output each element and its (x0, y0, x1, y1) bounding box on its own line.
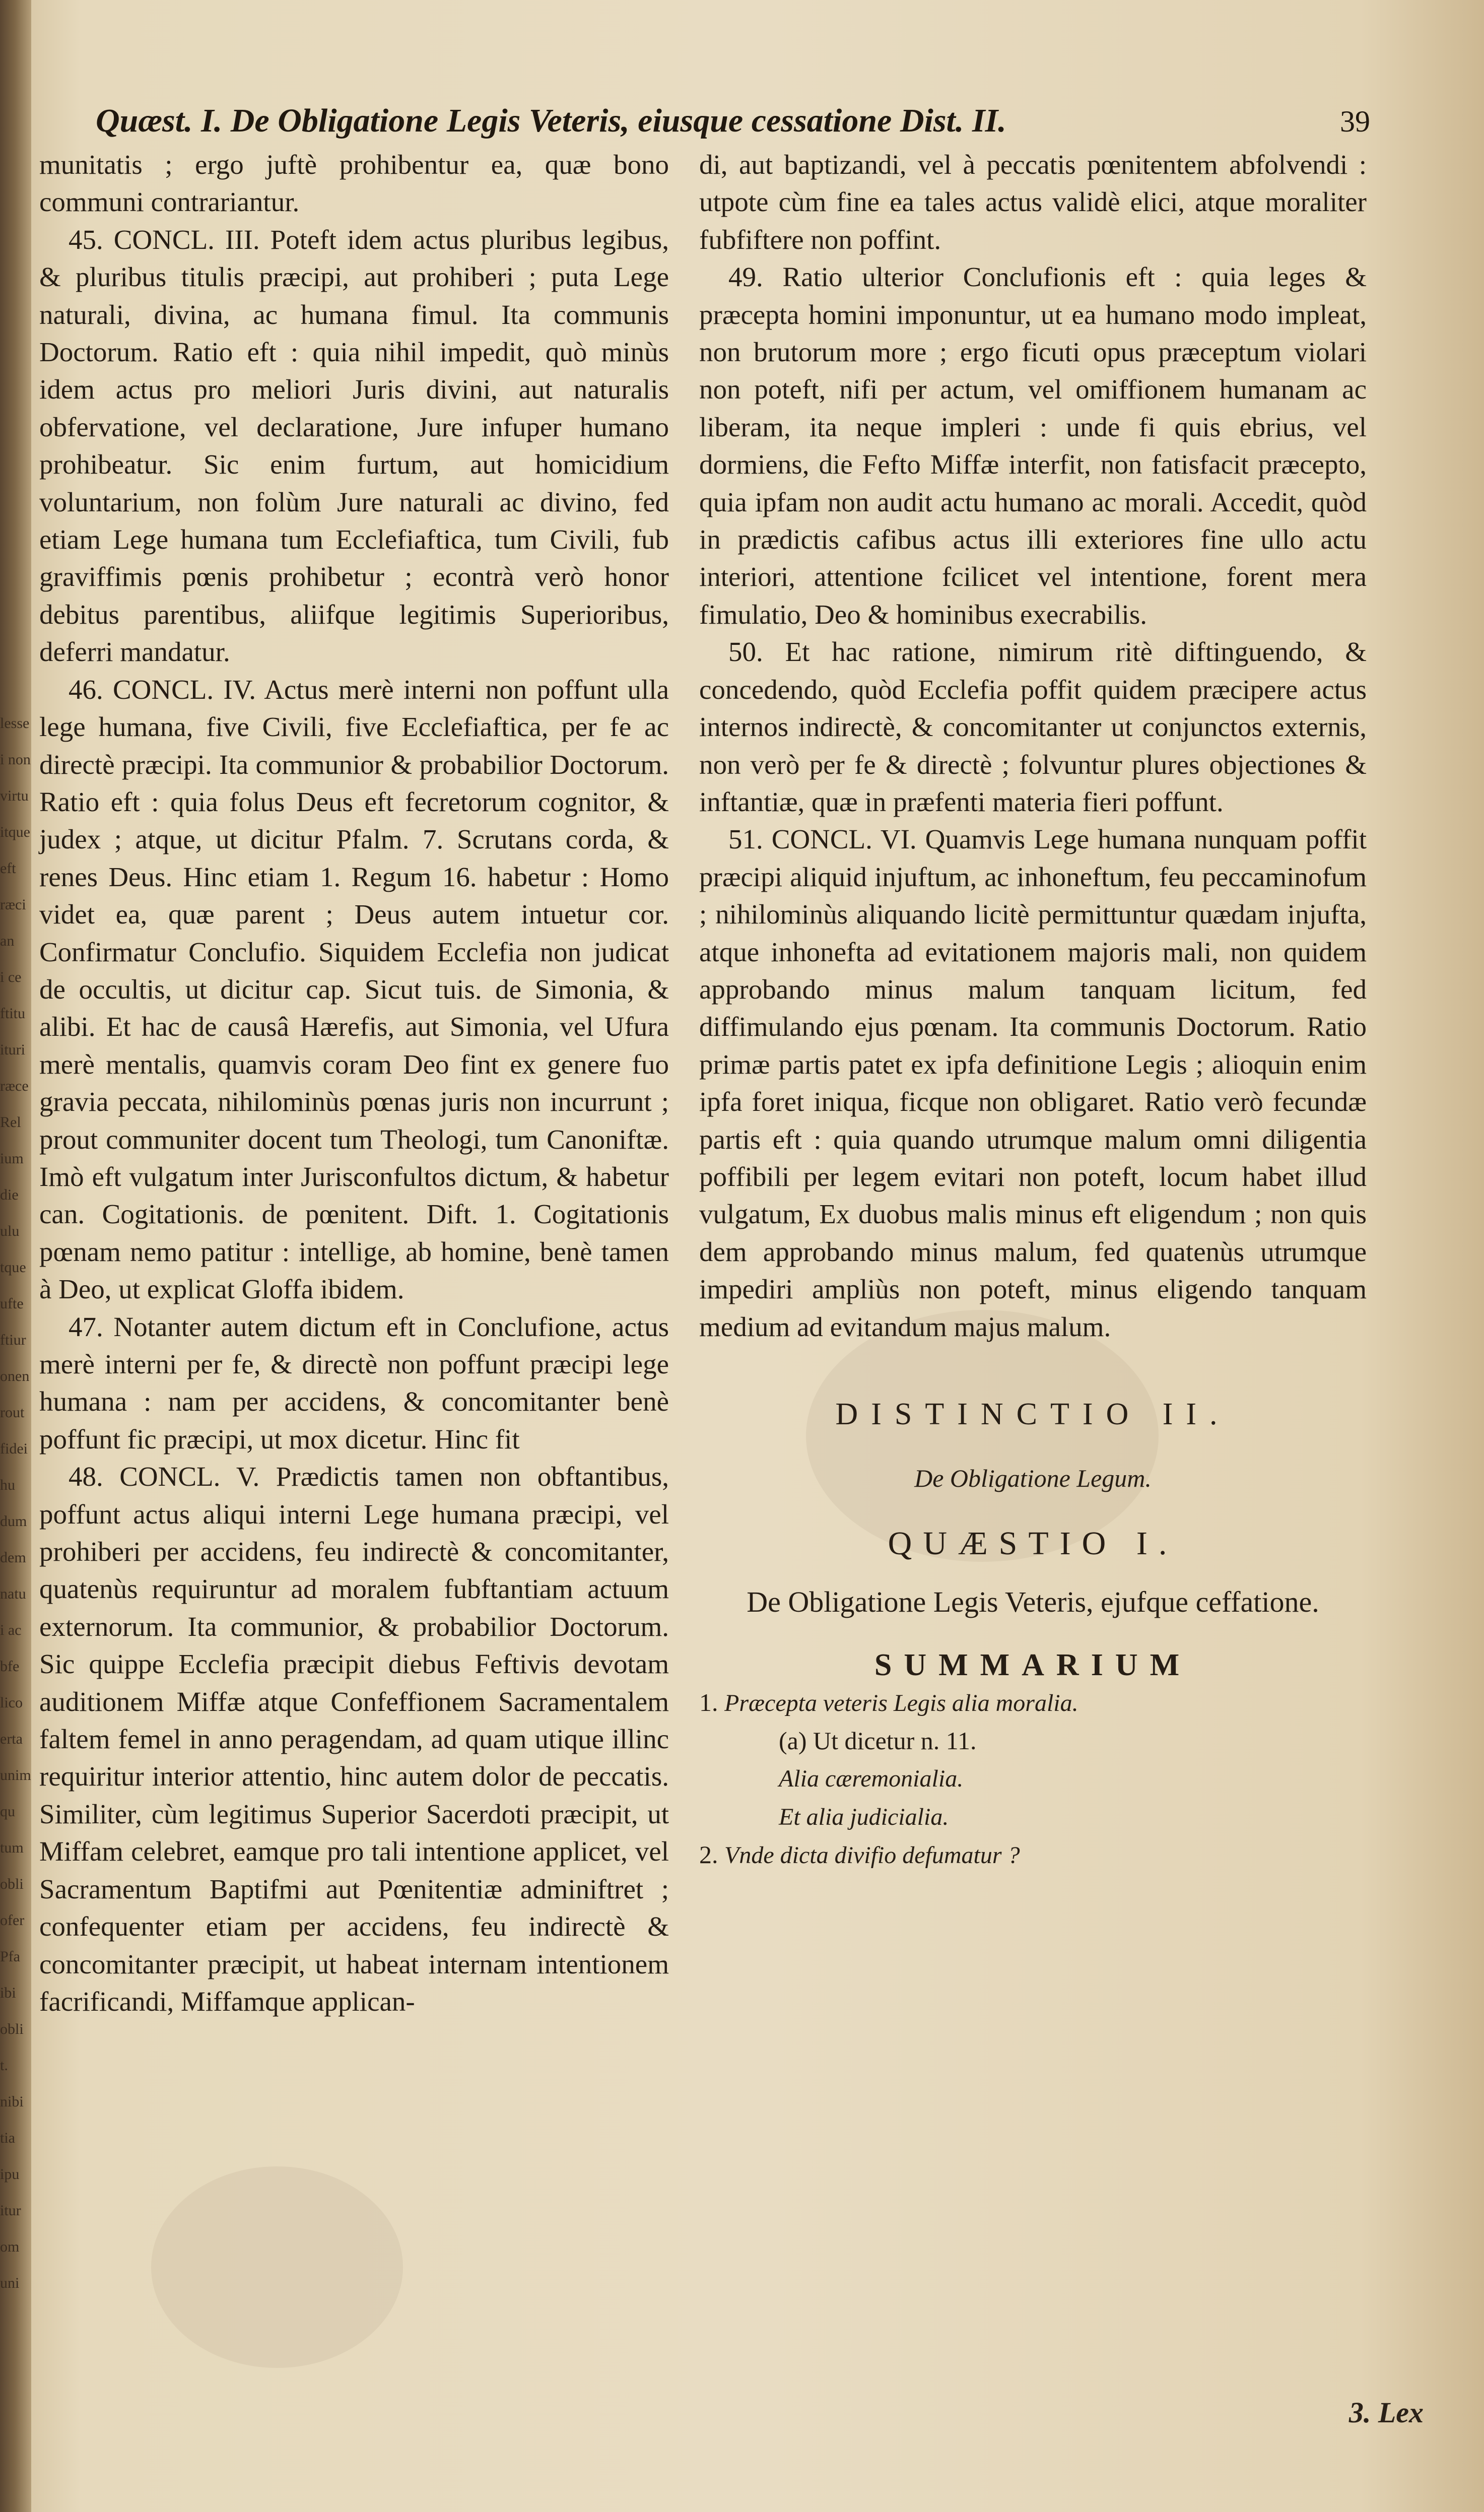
margin-fragment: ftitu (0, 1005, 25, 1022)
margin-fragment: die (0, 1186, 19, 1203)
paragraph-number: 47. (69, 1311, 114, 1342)
summarium-heading: SUMMARIUM (874, 1647, 1192, 1682)
summary-number: 2. (699, 1840, 724, 1869)
right-text-column (699, 146, 1367, 1874)
summary-text: (a) Ut dicetur n. 11. (779, 1727, 977, 1755)
margin-fragment: obli (0, 1876, 24, 1892)
summary-line (699, 1836, 1367, 1874)
margin-fragment: erta (0, 1731, 23, 1747)
right-paragraphs (699, 146, 1367, 1346)
margin-fragment: ftiur (0, 1332, 26, 1348)
margin-fragment: nibi (0, 2093, 24, 2110)
margin-fragment: rout (0, 1404, 25, 1421)
margin-fragment: ium (0, 1150, 24, 1167)
paragraph (39, 1308, 669, 1459)
distinctio-heading: DISTINCTIO II. (835, 1397, 1231, 1431)
quaestio-heading: QUÆSTIO I. (888, 1525, 1178, 1562)
paragraph (699, 633, 1367, 821)
margin-fragment: uni (0, 2275, 20, 2291)
margin-fragment: tia (0, 2130, 15, 2146)
paragraph (39, 671, 669, 1308)
summary-text: Præcepta veteris Legis alia moralia. (724, 1690, 1078, 1717)
paragraph-number: 50. (728, 636, 785, 668)
paragraph-text: CONCL. III. Poteft idem actus pluribus legibus, & pluribus titulis præcipi, aut prohiberi ; puta Lege naturali, divina, ac humana fimul. Ita communis Doctorum. Ratio eft : quia nihil impedit, quò minùs idem actus pro meliori Juris divini, aut naturalis obfervatione, vel declaratione, Jure infuper humano prohibeatur. Sic enim furtum, aut homicidium voluntarium, non folùm Jure naturali ac divino, fed etiam Lege humana tum Ecclefiaftica, tum Civili, fub graviffimis pœnis prohibetur ; econtrà verò honor debitus parentibus, aliifque legitimis Superioribus, deferri mandatur. (39, 224, 669, 668)
paragraph-number: 48. (69, 1461, 120, 1492)
margin-fragment: itque (0, 824, 30, 840)
margin-fragment: ufte (0, 1295, 24, 1312)
paragraph-text: munitatis ; ergo juftè prohibentur ea, quæ bono communi contrariantur. (39, 149, 669, 218)
margin-fragment: virtu (0, 787, 29, 804)
margin-fragment: fidei (0, 1440, 28, 1457)
previous-page-margin-fragments (0, 705, 31, 2301)
distinctio-subtitle: De Obligatione Legum. (914, 1464, 1152, 1492)
paragraph (39, 1458, 669, 2020)
margin-fragment: ulu (0, 1223, 20, 1239)
summary-line (699, 1722, 1367, 1759)
catchword: 3. Lex (1348, 2396, 1424, 2429)
margin-fragment: om (0, 2238, 20, 2255)
margin-fragment: bfe (0, 1658, 20, 1675)
summary-number: 1. (699, 1688, 724, 1717)
margin-fragment: ræci (0, 896, 26, 913)
margin-fragment: ipu (0, 2166, 20, 2183)
margin-fragment: unim (0, 1767, 31, 1783)
paragraph-text: di, aut baptizandi, vel à peccatis pœnitentem abfolvendi : utpote cùm fine ea tales actus validè elici, atque moraliter fubfiftere non poffint. (699, 149, 1367, 255)
margin-fragment: lesse (0, 715, 30, 732)
left-text-column (39, 146, 669, 2020)
paragraph-number: 45. (69, 224, 114, 255)
margin-fragment: obli (0, 2021, 24, 2037)
margin-fragment: lico (0, 1694, 23, 1711)
margin-fragment: Rel (0, 1114, 21, 1131)
paragraph (39, 221, 669, 671)
summary-text: Et alia judicialia. (779, 1804, 949, 1831)
margin-fragment: ibi (0, 1985, 16, 2001)
margin-fragment: ræce (0, 1078, 29, 1094)
summary-line (699, 1798, 1367, 1836)
margin-fragment: itur (0, 2202, 21, 2219)
margin-fragment: onen (0, 1368, 30, 1384)
summary-list (699, 1684, 1367, 1874)
margin-fragment: qu (0, 1803, 15, 1820)
margin-fragment: i ac (0, 1622, 22, 1638)
summary-line (699, 1684, 1367, 1722)
paragraph-number: 49. (728, 261, 783, 293)
summary-text: Vnde dicta divifio defumatur ? (724, 1842, 1020, 1869)
paragraph-text: CONCL. V. Prædictis tamen non obftantibus, poffunt actus aliqui interni Lege humana præcipi, vel prohiberi per accidens, feu indirectè & concomitanter, quatenùs requiruntur ad moralem fubftantiam actuum externorum. Ita communior, & probabilior Doctorum. Sic quippe Ecclefia præcipit diebus Feftivis devotam auditionem Miffæ atque Confeffionem Sacramentalem faltem femel in anno peragendam, ad quam utique illinc requiritur interior attentio, hinc autem dolor de peccatis. Similiter, cùm legitimus Superior Sacerdoti præcipit, ut Miffam celebret, eamque pro tali intentione applicet, vel Sacramentum Baptifmi aut Pœnitentiæ adminiftret ; confequenter etiam per accidens, feu indirectè & concomitanter præcipit, ut habeat internam intentionem facrificandi, Miffamque applican- (39, 1461, 669, 2017)
paragraph (699, 146, 1367, 258)
summary-line (699, 1759, 1367, 1798)
margin-fragment: natu (0, 1585, 26, 1602)
paragraph-number: 51. (728, 824, 772, 855)
margin-fragment: t. (0, 2057, 8, 2074)
summary-text: Alia cæremonialia. (779, 1765, 964, 1793)
page-number: 39 (1340, 105, 1370, 138)
margin-fragment: Pfa (0, 1948, 20, 1965)
margin-fragment: hu (0, 1477, 15, 1493)
running-title: Quæst. I. De Obligatione Legis Veteris, eiusque cessatione Dist. II. (96, 102, 1006, 139)
paragraph-text: Ratio ulterior Conclufionis eft : quia leges & præcepta homini imponuntur, ut ea humano modo impleat, non brutorum more ; ergo ficuti opus præceptum violari non poteft, nifi per actum, vel omiffionem humanam ac liberam, ita neque impleri : unde fi quis ebrius, vel dormiens, die Fefto Miffæ interfit, non fatisfacit præcepto, quia ipfam non audit actu humano ac morali. Accedit, quòd in prædictis cafibus actus illi exteriores fine ullo actu interiori, attentione fcilicet vel intentione, forent mera fimulatio, Deo & hominibus execrabilis. (699, 261, 1367, 630)
running-head (96, 96, 1370, 146)
quaestio-title: De Obligatione Legis Veteris, ejufque ceffatione. (747, 1585, 1319, 1618)
margin-fragment: eft (0, 860, 16, 877)
paragraph (699, 821, 1367, 1346)
paragraph-text: CONCL. VI. Quamvis Lege humana nunquam poffit præcipi aliquid injuftum, ac inhoneftum, feu peccaminofum ; nihilominùs aliquando licitè permittuntur quædam injufta, atque inhonefta ad evitationem majoris mali, non quidem approbando minus malum tanquam licitum, fed diffimulando ejus pœnam. Ita communis Doctorum. Ratio primæ partis patet ex ipfa definitione Legis ; alioquin enim ipfa foret iniqua, ficque non obligaret. Ratio verò fecundæ partis eft : quia quando utrumque malum omni diligentia poffibili per legem evitari non poteft, locum habet illud vulgatum, Ex duobus malis minus eft eligendum ; non quis dem approbando minus malum, fed quatenùs utrumque impediri ampliùs non poteft, minus eligendo tanquam medium ad evitandum majus malum. (699, 824, 1367, 1342)
margin-fragment: dem (0, 1549, 26, 1566)
paragraph-text: CONCL. IV. Actus merè interni non poffunt ulla lege humana, five Civili, five Ecclefiaftica, per fe ac directè præcipi. Ita communior & probabilior Doctorum. Ratio eft : quia folus Deus eft fecretorum cognitor, & judex ; atque, ut dicitur Pfalm. 7. Scrutans corda, & renes Deus. Hinc etiam 1. Regum 16. habetur : Homo videt ea, quæ parent ; Deus autem intuetur cor. Confirmatur Conclufio. Siquidem Ecclefia non judicat de occultis, ut dicitur cap. Sicut tuis. de Simonia, & alibi. Et hac de causâ Hærefis, aut Simonia, vel Ufura merè mentalis, quamvis coram Deo fint ex genere fuo gravia peccata, nihilominùs pœnas juris non incurrunt ; prout communiter docent tum Theologi, tum Canoniftæ. Imò eft vulgatum inter Jurisconfultos dictum, & habetur can. Cogitationis. de pœnitent. Dift. 1. Cogitationis pœnam nemo patitur : intellige, ab homine, benè tamen à Deo, ut explicat Gloffa ibidem. (39, 674, 669, 1305)
margin-fragment: dum (0, 1513, 27, 1530)
margin-fragment: tum (0, 1839, 24, 1856)
margin-fragment: ofer (0, 1912, 25, 1929)
margin-fragment: i non (0, 751, 31, 768)
margin-fragment: ituri (0, 1041, 25, 1058)
paragraph-number: 46. (69, 674, 113, 705)
margin-fragment: an (0, 933, 15, 949)
margin-fragment: tque (0, 1259, 26, 1276)
paragraph-text: Et hac ratione, nimirum ritè diftinguendo, & concedendo, quòd Ecclefia poffit quidem præcipere actus internos indirectè, & concomitanter ut conjunctos externis, non verò per fe & directè ; folvuntur plures objectiones & inftantiæ, quæ in præfenti materia fieri poffunt. (699, 636, 1367, 817)
paragraph-text: Notanter autem dictum eft in Conclufione, actus merè interni per fe, & directè non poffunt præcipi lege humana : nam per accidens, & concomitanter benè poffunt fic præcipi, ut mox dicetur. Hinc fit (39, 1311, 669, 1455)
paper-stain (151, 2166, 403, 2368)
paragraph (699, 258, 1367, 633)
margin-fragment: i ce (0, 969, 22, 985)
paragraph (39, 146, 669, 221)
